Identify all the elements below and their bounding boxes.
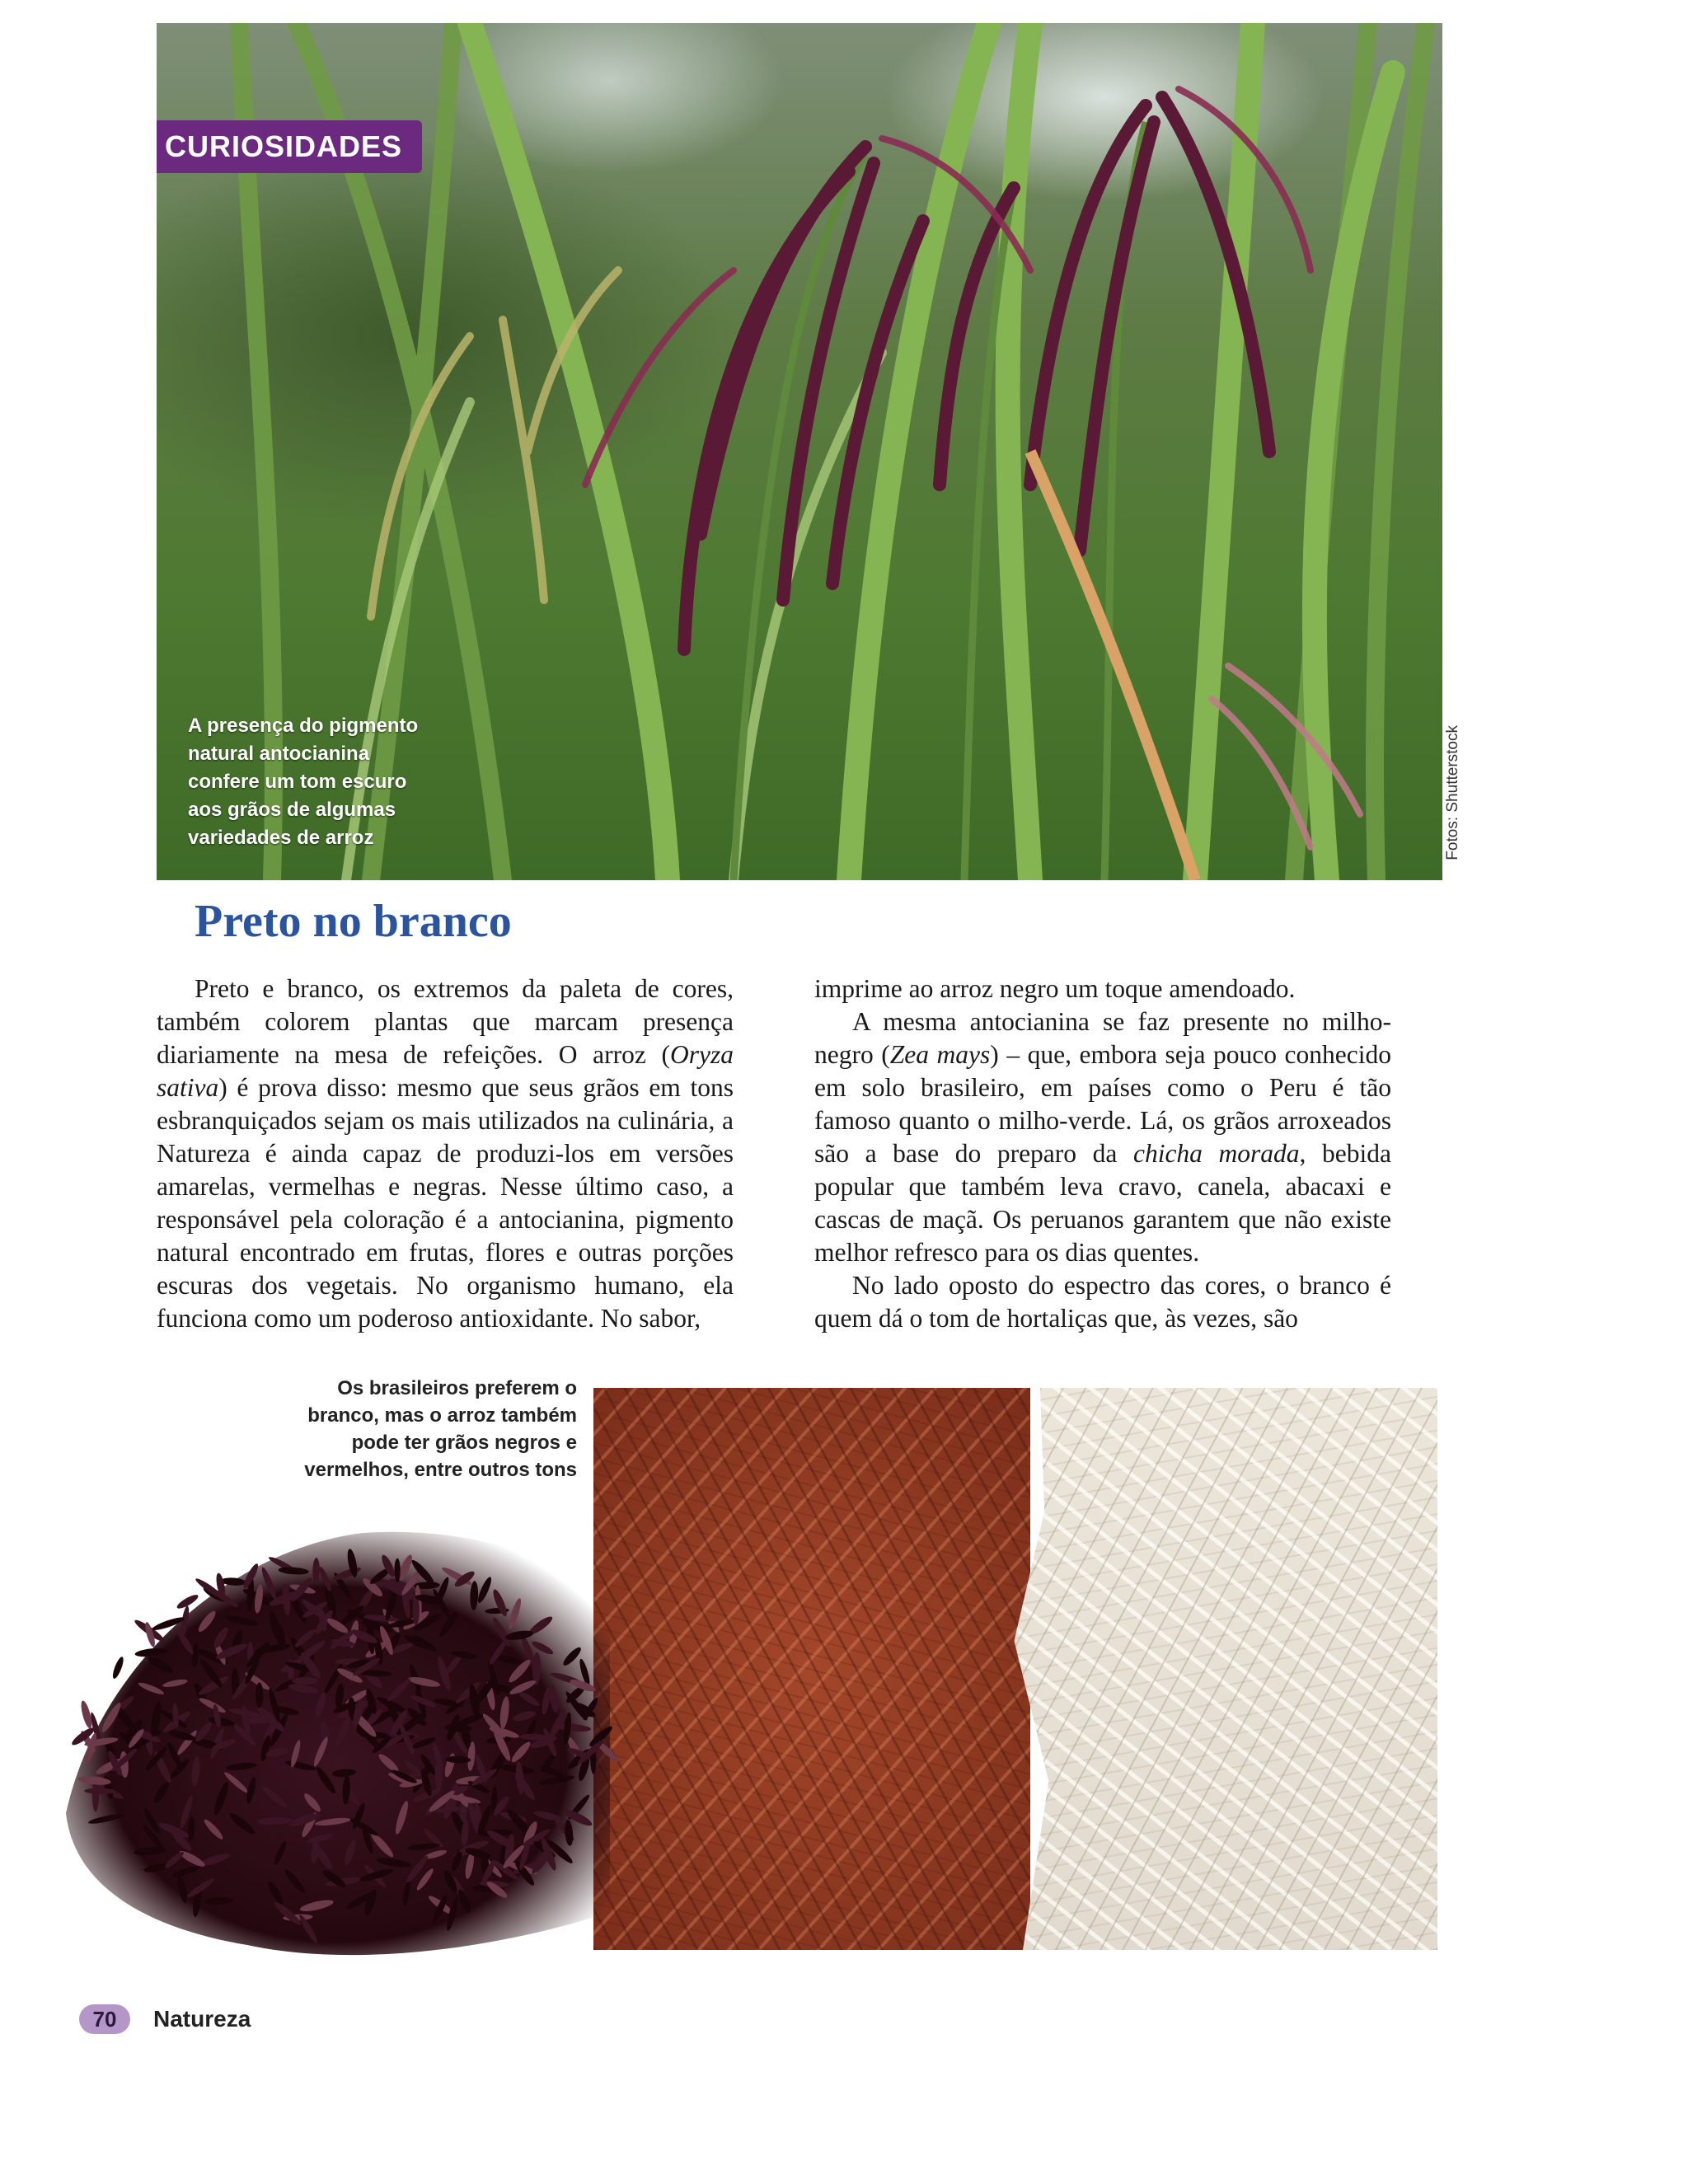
scientific-name: Zea mays (889, 1040, 991, 1069)
rice-varieties-photo (593, 1388, 1437, 1950)
article-paragraph (814, 1005, 1391, 1269)
black-rice-grain (292, 1677, 318, 1685)
white-rice-image (1006, 1388, 1437, 1950)
section-name: Natureza (153, 2006, 251, 2032)
black-rice-pile-image (49, 1500, 626, 1978)
rice-plant-photo (157, 23, 1442, 880)
article-paragraph: imprime ao arroz negro um toque amendoado. (814, 974, 1296, 1003)
photo-credit (1444, 725, 1469, 890)
photo-caption: A presença do pigmento natural antocianina confere um tom escuro aos grãos de algumas variedades de arroz (188, 715, 419, 849)
black-rice-grain (110, 1656, 125, 1680)
black-rice-grain (435, 1758, 443, 1791)
text-run: ) – que, embora seja pouco conhecido em solo brasileiro, em países como o Peru é tão famoso quanto o milho-verde. Lá, os grãos arroxeados são a base do preparo da (814, 1040, 1391, 1168)
text-run: Preto e branco, os extremos da paleta de cores, também colorem plantas que marcam presença diariamente na mesa de refeições. O arroz ( (157, 974, 734, 1069)
drink-name: chicha morada (1132, 1139, 1300, 1168)
rice-photo-caption: Os brasileiros preferem o branco, mas o arroz também pode ter grãos negros e vermelhos, entre outros tons (304, 1377, 577, 1481)
article-paragraph: No lado oposto do espectro das cores, o branco é quem dá o tom de hortaliças que, às vezes, são (814, 1271, 1391, 1333)
scientific-name: Oryza sativa (157, 1040, 734, 1102)
text-run: A mesma antocianina se faz presente no milho-negro ( (814, 1007, 1391, 1069)
article-column-left (157, 972, 734, 1335)
black-rice-grain (256, 1682, 263, 1708)
photo-credit-text: Fotos: Shutterstock (1444, 725, 1461, 860)
text-run: , bebida popular que também leva cravo, canela, abacaxi e cascas de maçã. Os peruanos garantem que não existe melhor refresco para os dias quentes. (814, 1139, 1391, 1267)
article-column-right (814, 972, 1391, 1335)
red-rice-image (593, 1388, 1030, 1950)
black-rice-grain (395, 1558, 401, 1582)
page-number: 70 (79, 2004, 130, 2034)
section-tag: CURIOSIDADES (157, 120, 422, 173)
article-headline: Preto no branco (195, 896, 512, 947)
text-run: ) é prova disso: mesmo que seus grãos em tons esbranquiçados sejam os mais utilizados na culinária, a Natureza é ainda capaz de produzi-los em versões amarelas, vermelhas e negras. Nesse último caso, a responsável pela coloração é a antocianina, pigmento natural encontrado em frutas, flores e outras porções escuras dos vegetais. No organismo humano, ela funciona como um poderoso antioxidante. No sabor, (157, 1073, 734, 1333)
article-paragraph (157, 972, 734, 1335)
